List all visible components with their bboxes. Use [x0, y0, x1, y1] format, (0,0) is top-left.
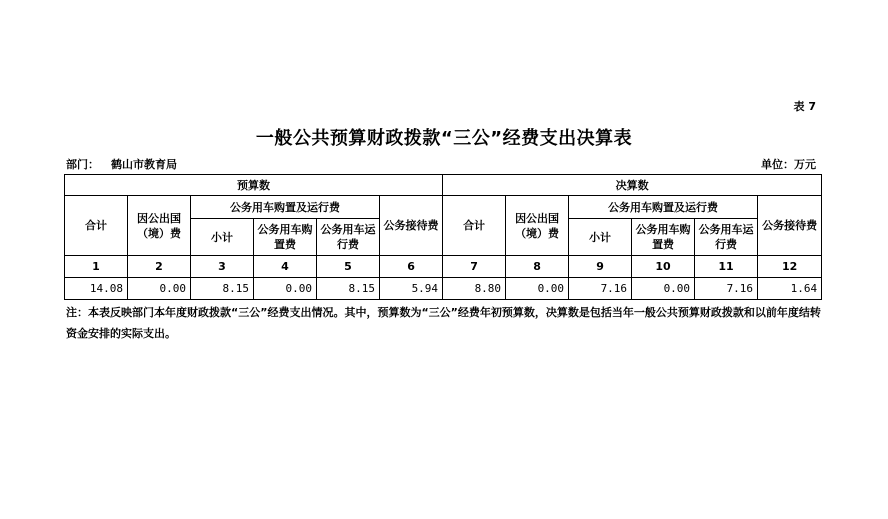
- actual-vehicle-group-header: 公务用车购置及运行费: [569, 196, 758, 219]
- value-cell: 0.00: [128, 278, 191, 300]
- table-number: 表 7: [793, 100, 816, 113]
- department-label: 部门：: [66, 158, 99, 171]
- budget-vehicle-operation-header: 公务用车运行费: [317, 219, 380, 256]
- budget-total-header: 合计: [65, 196, 128, 256]
- value-cell: 8.80: [443, 278, 506, 300]
- actual-total-header: 合计: [443, 196, 506, 256]
- values-row: [65, 278, 822, 300]
- column-number: 3: [191, 256, 254, 278]
- budget-reception-header: 公务接待费: [380, 196, 443, 256]
- column-number-row: [65, 256, 822, 278]
- department-name: 鹤山市教育局: [111, 158, 177, 171]
- actual-subtotal-header: 小计: [569, 219, 632, 256]
- page-title: 一般公共预算财政拨款“三公”经费支出决算表: [255, 128, 633, 149]
- value-cell: 0.00: [254, 278, 317, 300]
- value-cell: 7.16: [569, 278, 632, 300]
- budget-header: 预算数: [65, 175, 443, 196]
- value-cell: 5.94: [380, 278, 443, 300]
- department: [66, 156, 189, 172]
- budget-subtotal-header: 小计: [191, 219, 254, 256]
- budget-abroad-header: 因公出国（境）费: [128, 196, 191, 256]
- unit-label: 单位：万元: [761, 158, 816, 171]
- column-number: 6: [380, 256, 443, 278]
- actual-reception-header: 公务接待费: [758, 196, 822, 256]
- column-number: 2: [128, 256, 191, 278]
- column-number: 8: [506, 256, 569, 278]
- three-public-expenses-table: [64, 174, 822, 300]
- budget-vehicle-group-header: 公务用车购置及运行费: [191, 196, 380, 219]
- value-cell: 0.00: [632, 278, 695, 300]
- actual-vehicle-purchase-header: 公务用车购置费: [632, 219, 695, 256]
- column-number: 5: [317, 256, 380, 278]
- budget-vehicle-purchase-header: 公务用车购置费: [254, 219, 317, 256]
- column-number: 7: [443, 256, 506, 278]
- actual-header: 决算数: [443, 175, 822, 196]
- column-number: 1: [65, 256, 128, 278]
- column-number: 9: [569, 256, 632, 278]
- value-cell: 14.08: [65, 278, 128, 300]
- column-number: 4: [254, 256, 317, 278]
- table-note: 注：本表反映部门本年度财政拨款“三公”经费支出情况。其中，预算数为“三公”经费年初预算数，决算数是包括当年一般公共预算财政拨款和以前年度结转资金安排的实际支出。: [66, 306, 821, 340]
- column-number: 12: [758, 256, 822, 278]
- value-cell: 7.16: [695, 278, 758, 300]
- value-cell: 8.15: [317, 278, 380, 300]
- actual-vehicle-operation-header: 公务用车运行费: [695, 219, 758, 256]
- column-number: 11: [695, 256, 758, 278]
- actual-abroad-header: 因公出国（境）费: [506, 196, 569, 256]
- value-cell: 1.64: [758, 278, 822, 300]
- value-cell: 0.00: [506, 278, 569, 300]
- value-cell: 8.15: [191, 278, 254, 300]
- column-number: 10: [632, 256, 695, 278]
